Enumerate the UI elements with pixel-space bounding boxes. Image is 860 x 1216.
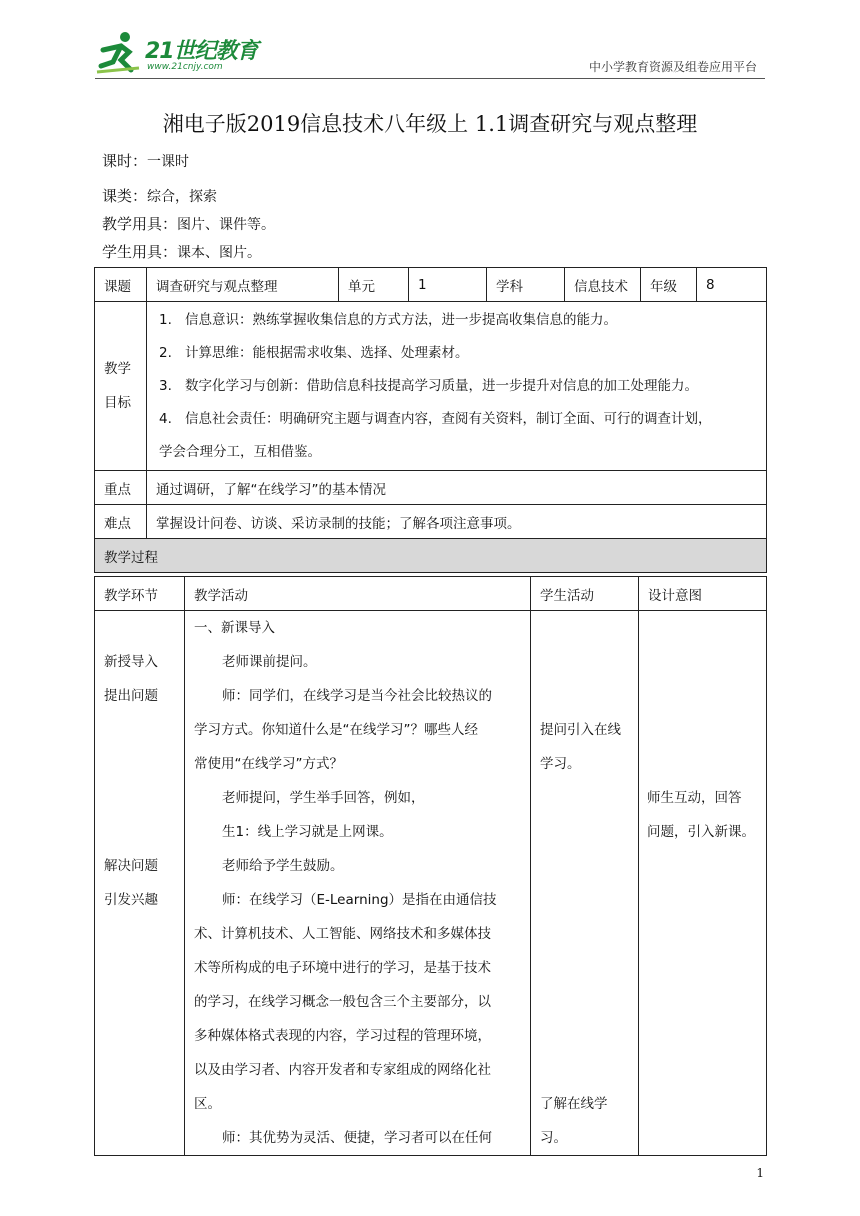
logo-url: www.21cnjy.com [147, 62, 223, 72]
logo [95, 30, 265, 74]
meta-student-tools: 学生用具：课本、图片。 [102, 243, 262, 261]
design-intent-cell: 师生互动，回答 问题，引入新课。 [639, 611, 767, 1156]
subject-value: 信息技术 [565, 268, 641, 302]
goals-content [147, 302, 767, 471]
topic-value: 调查研究与观点整理 [147, 268, 339, 302]
goal-item: 2. 计算思维：能根据需求收集、选择、处理素材。 [159, 344, 469, 361]
process-header-row [95, 577, 767, 611]
lesson-info-table [94, 267, 767, 573]
goals-label: 教学 目标 [95, 302, 147, 471]
difficulty-label: 难点 [95, 505, 147, 539]
meta-type: 课类：综合，探索 [102, 187, 218, 205]
subject-label: 学科 [487, 268, 565, 302]
activity-cell: 一、新课导入 老师课前提问。 师：同学们，在线学习是当今社会比较热议的 学习方式。你知道什么是“在线学习”？哪些人经 常使用“在线学习”方式？ 老师提问，学生举手回答，例如， 生1：线上学习就是上网课。 老师给予学生鼓励。 师：在线学习（E-Learning）是指在由通信技 术、计算机技术、人工智能、网络技术和多媒体技 术等所构成的电子环境中进行的学习，是基于技术 的学习，在线学习概念一般包含三个主要部分，以 多种媒体格式表现的内容，学习过程的管理环境， 以及由学习者、内容开发者和专家组成的网络化社 区。 师：其优势为灵活、便捷，学习者可以在任何 [185, 611, 531, 1156]
info-row [95, 268, 767, 302]
grade-value: 8 [697, 268, 767, 302]
stage-cell: 新授导入 提出问题 解决问题 引发兴趣 [95, 611, 185, 1156]
meta-teaching-tools: 教学用具：图片、课件等。 [102, 215, 276, 233]
process-body-row [95, 611, 767, 1156]
process-title-row [95, 539, 767, 573]
header-stage: 教学环节 [95, 577, 185, 611]
header-student: 学生活动 [531, 577, 639, 611]
goal-item: 4. 信息社会责任：明确研究主题与调查内容，查阅有关资料，制订全面、可行的调查计划， [159, 410, 712, 427]
header-intent: 设计意图 [639, 577, 767, 611]
document-title: 湘电子版2019信息技术八年级上 1.1调查研究与观点整理 [162, 112, 698, 136]
unit-value: 1 [409, 268, 487, 302]
key-point-row [95, 471, 767, 505]
student-activity-cell: 提问引入在线 学习。 了解在线学 习。 [531, 611, 639, 1156]
goal-item-continued: 学会合理分工，互相借鉴。 [159, 443, 321, 460]
topic-label: 课题 [95, 268, 147, 302]
goals-row [95, 302, 767, 471]
header-activity: 教学活动 [185, 577, 531, 611]
logo-text: 21世纪教育 [145, 39, 258, 64]
process-table [94, 576, 767, 1156]
page-number: 1 [756, 1166, 764, 1180]
key-point-text: 通过调研，了解“在线学习”的基本情况 [147, 471, 767, 505]
page-header [95, 30, 765, 79]
key-point-label: 重点 [95, 471, 147, 505]
difficulty-text: 掌握设计问卷、访谈、采访录制的技能；了解各项注意事项。 [147, 505, 767, 539]
grade-label: 年级 [641, 268, 697, 302]
goal-item: 3. 数字化学习与创新：借助信息科技提高学习质量，进一步提升对信息的加工处理能力。 [159, 377, 698, 394]
difficulty-row [95, 505, 767, 539]
runner-logo-icon [95, 30, 143, 74]
meta-hours: 课时：一课时 [102, 152, 190, 170]
process-title: 教学过程 [95, 539, 767, 573]
platform-name: 中小学教育资源及组卷应用平台 [588, 60, 757, 74]
goal-item: 1. 信息意识：熟练掌握收集信息的方式方法，进一步提高收集信息的能力。 [159, 311, 617, 328]
unit-label: 单元 [339, 268, 409, 302]
